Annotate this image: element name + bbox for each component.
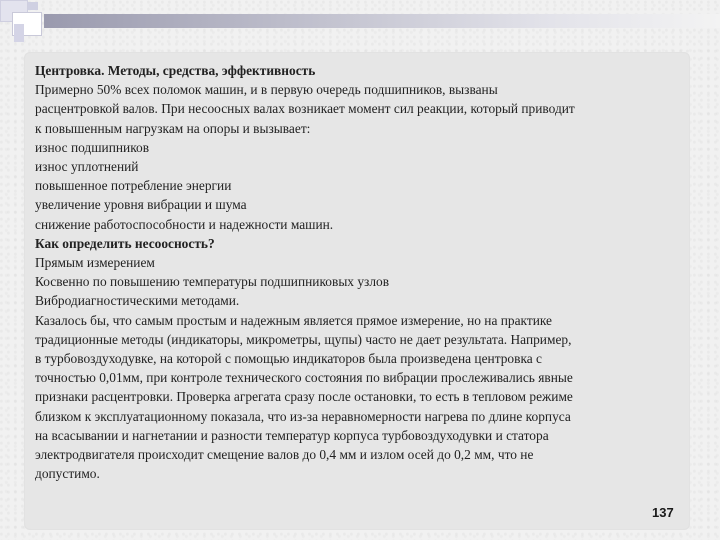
text-line: на всасывании и нагнетании и разности температур корпуса турбовоздуходувки и статора [35,427,549,443]
heading-line: Как определить несоосность? [35,235,215,251]
page-number: 137 [652,505,674,520]
text-line: снижение работоспособности и надежности машин. [35,216,334,232]
text-line: допустимо. [35,466,100,482]
decorative-square [14,24,24,42]
heading-line: Центровка. Методы, средства, эффективность [35,63,316,78]
text-line: традиционные методы (индикаторы, микрометры, щупы) часто не дает результата. Например, [35,331,572,347]
decorative-square [28,2,38,10]
text-line: к повышенным нагрузкам на опоры и вызывает: [35,120,311,136]
text-line: износ уплотнений [35,159,139,175]
text-line: в турбовоздуходувке, на которой с помощью индикаторов была произведена центровка с [35,351,542,367]
text-line: Вибродиагностическими методами. [35,293,240,309]
text-line: Косвенно по повышению температуры подшипниковых узлов [35,274,390,290]
text-line: повышенное потребление энергии [35,178,232,194]
text-line: Казалось бы, что самым простым и надежным является прямое измерение, но на практике [35,312,553,328]
text-line: признаки расцентровки. Проверка агрегата сразу после остановки, то есть в тепловом режиме [35,389,573,405]
text-line: Прямым измерением [35,255,155,271]
text-line: точностью 0,01мм, при контроле технического состояния по вибрации прослеживались явные [35,370,573,386]
text-line: близком к эксплуатационному показала, что из-за неравномерности нагрева по длине корпуса [35,408,571,424]
text-line: износ подшипников [35,139,150,155]
header-gradient-bar [44,14,720,28]
slide-body-text [35,61,685,483]
text-line: расцентровкой валов. При несоосных валах возникает момент сил реакции, который приводит [35,101,575,117]
text-line: увеличение уровня вибрации и шума [35,197,247,213]
text-line: электродвигателя происходит смещение валов до 0,4 мм и излом осей до 0,2 мм, что не [35,447,534,463]
text-line: Примерно 50% всех поломок машин, и в первую очередь подшипников, вызваны [35,82,498,98]
